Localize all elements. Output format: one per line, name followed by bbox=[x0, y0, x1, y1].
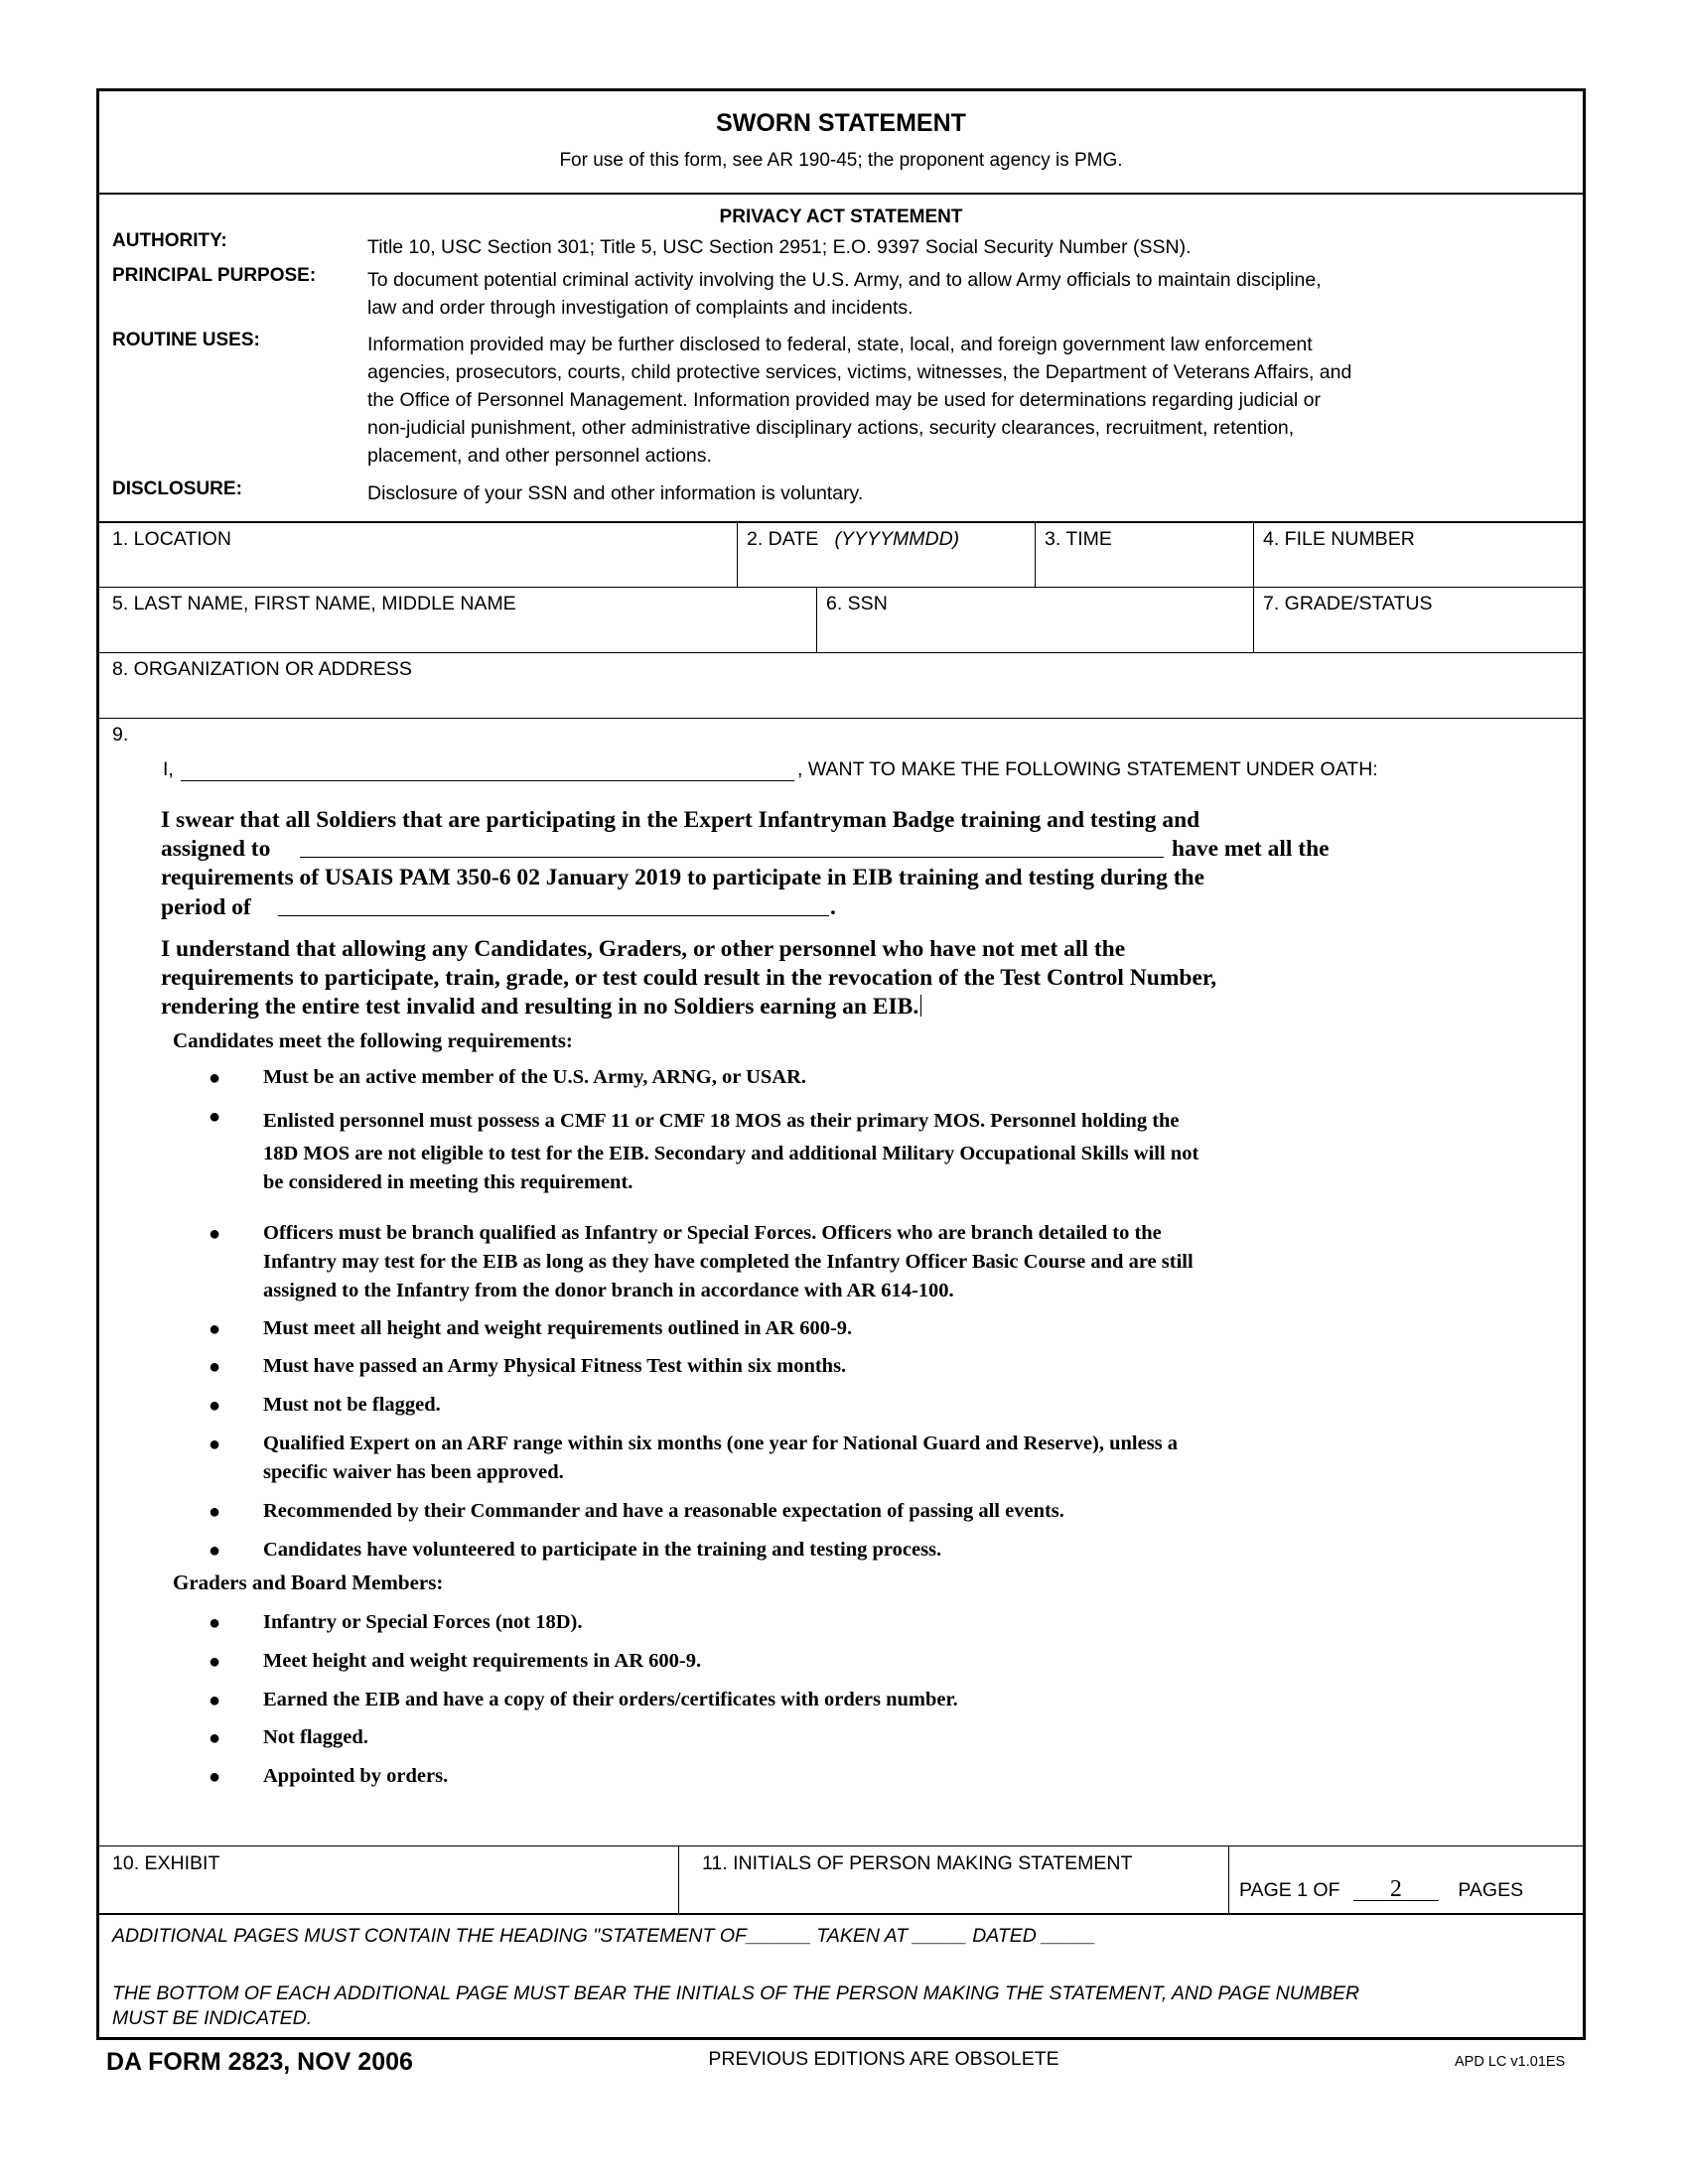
candidate-requirement bbox=[263, 1352, 846, 1381]
text-line: be considered in meeting this requirement. bbox=[263, 1171, 633, 1193]
bottom-pages-note bbox=[112, 1981, 1359, 2031]
exhibit-field[interactable]: 10. EXHIBIT bbox=[112, 1852, 220, 1874]
divider bbox=[737, 521, 738, 587]
candidate-requirement bbox=[263, 1391, 441, 1420]
text-line: specific waiver has been approved. bbox=[263, 1461, 564, 1483]
candidate-requirement bbox=[263, 1219, 1194, 1305]
page-total[interactable]: 2 bbox=[1353, 1878, 1439, 1901]
item-9-label: 9. bbox=[112, 724, 129, 746]
additional-pages-note: ADDITIONAL PAGES MUST CONTAIN THE HEADING "STATEMENT OF______ TAKEN AT _____ DATED _____ bbox=[112, 1925, 1096, 1947]
divider bbox=[99, 193, 1583, 195]
text-line: Must have passed an Army Physical Fitness Test within six months. bbox=[263, 1355, 847, 1377]
initials-field[interactable]: 11. INITIALS OF PERSON MAKING STATEMENT bbox=[702, 1852, 1133, 1874]
text-line: THE BOTTOM OF EACH ADDITIONAL PAGE MUST BEAR THE INITIALS OF THE PERSON MAKING THE STATEMENT, AND PAGE NUMBER bbox=[112, 1982, 1360, 2004]
bullet-icon: ● bbox=[209, 1223, 221, 1245]
divider bbox=[99, 1913, 1583, 1915]
statement-line: period of bbox=[161, 894, 251, 920]
bullet-icon: ● bbox=[209, 1356, 221, 1378]
privacy-act-title: PRIVACY ACT STATEMENT bbox=[719, 206, 963, 227]
principal-purpose-label: PRINCIPAL PURPOSE: bbox=[112, 265, 317, 286]
page-count bbox=[1239, 1878, 1523, 1902]
divider bbox=[1253, 521, 1254, 587]
oath-prefix: I, bbox=[163, 758, 174, 780]
period-blank[interactable] bbox=[278, 915, 829, 916]
grader-requirement: Not flagged. bbox=[263, 1726, 368, 1748]
divider bbox=[1253, 587, 1254, 652]
divider bbox=[99, 521, 1583, 523]
oath-suffix: , WANT TO MAKE THE FOLLOWING STATEMENT UNDER OATH: bbox=[797, 758, 1378, 780]
text-line: MUST BE INDICATED. bbox=[112, 2007, 313, 2029]
text-line: 18D MOS are not eligible to test for the EIB. Secondary and additional Military Occupational Skills will not bbox=[263, 1143, 1199, 1164]
grade-status-field[interactable]: 7. GRADE/STATUS bbox=[1263, 593, 1433, 614]
text-line: Officers must be branch qualified as Infantry or Special Forces. Officers who are branch detailed to the bbox=[263, 1222, 1162, 1244]
statement-line bbox=[161, 993, 921, 1023]
sworn-statement-form bbox=[96, 88, 1586, 2040]
statement-line: requirements of USAIS PAM 350-6 02 January 2019 to participate in EIB training and testing during the bbox=[161, 865, 1205, 890]
file-number-field[interactable]: 4. FILE NUMBER bbox=[1263, 528, 1415, 550]
divider bbox=[816, 587, 817, 652]
bullet-icon: ● bbox=[209, 1540, 221, 1562]
statement-line: I swear that all Soldiers that are participating in the Expert Infantryman Badge training and testing and bbox=[161, 807, 1200, 833]
organization-field[interactable]: 8. ORGANIZATION OR ADDRESS bbox=[112, 658, 412, 680]
candidate-requirement bbox=[263, 1063, 806, 1092]
grader-requirement: Earned the EIB and have a copy of their orders/certificates with orders number. bbox=[263, 1689, 958, 1710]
text-line: assigned to the Infantry from the donor branch in accordance with AR 614-100. bbox=[263, 1280, 954, 1301]
authority-text: Title 10, USC Section 301; Title 5, USC Section 2951; E.O. 9397 Social Security Number (SSN). bbox=[367, 236, 1192, 258]
principal-purpose-text bbox=[367, 266, 1559, 322]
divider bbox=[1228, 1845, 1229, 1913]
form-version: APD LC v1.01ES bbox=[1455, 2054, 1566, 2070]
statement-line: have met all the bbox=[1172, 836, 1330, 862]
page-suffix: PAGES bbox=[1458, 1879, 1524, 1901]
text-line: Recommended by their Commander and have a reasonable expectation of passing all events. bbox=[263, 1500, 1064, 1522]
grader-requirement: Infantry or Special Forces (not 18D). bbox=[263, 1611, 583, 1633]
bullet-icon: ● bbox=[209, 1766, 221, 1788]
bullet-icon: ● bbox=[209, 1395, 221, 1417]
statement-line: assigned to bbox=[161, 836, 271, 862]
routine-uses-text bbox=[367, 331, 1559, 470]
candidate-requirement bbox=[263, 1536, 941, 1565]
grader-requirement: Appointed by orders. bbox=[263, 1765, 449, 1787]
text-line: the Office of Personnel Management. Information provided may be used for determinations regarding judicial or bbox=[367, 389, 1322, 411]
divider bbox=[678, 1845, 679, 1913]
bullet-icon: ● bbox=[209, 1612, 221, 1634]
text-line: Must not be flagged. bbox=[263, 1394, 441, 1416]
text-line: Must be an active member of the U.S. Army, ARNG, or USAR. bbox=[263, 1066, 807, 1088]
text-line: Infantry may test for the EIB as long as they have completed the Infantry Officer Basic Course and are still bbox=[263, 1251, 1194, 1273]
disclosure-text: Disclosure of your SSN and other information is voluntary. bbox=[367, 482, 864, 504]
bullet-icon: ● bbox=[209, 1501, 221, 1523]
bullet-icon: ● bbox=[209, 1690, 221, 1711]
text-line: Qualified Expert on an ARF range within six months (one year for National Guard and Reserve), unless a bbox=[263, 1433, 1179, 1454]
assigned-unit-blank[interactable] bbox=[300, 857, 1164, 858]
text-line: non-judicial punishment, other administrative disciplinary actions, security clearances, recruitment, retention, bbox=[367, 417, 1295, 439]
divider bbox=[99, 587, 1583, 588]
statement-line: requirements to participate, train, grade, or test could result in the revocation of the Test Control Number, bbox=[161, 965, 1217, 991]
statement-line: I understand that allowing any Candidates, Graders, or other personnel who have not met all the bbox=[161, 936, 1126, 962]
candidate-requirement bbox=[263, 1497, 1064, 1526]
previous-editions-note: PREVIOUS EDITIONS ARE OBSOLETE bbox=[708, 2048, 1059, 2070]
time-field[interactable]: 3. TIME bbox=[1045, 528, 1112, 550]
text-line: placement, and other personnel actions. bbox=[367, 445, 712, 467]
date-label: 2. DATE bbox=[747, 528, 819, 550]
text-line: Information provided may be further disclosed to federal, state, local, and foreign government law enforcement bbox=[367, 334, 1313, 355]
candidate-requirement bbox=[263, 1430, 1178, 1487]
date-format-hint: (YYYYMMDD) bbox=[834, 528, 960, 550]
graders-heading: Graders and Board Members: bbox=[173, 1570, 444, 1594]
page-prefix: PAGE 1 OF bbox=[1239, 1879, 1340, 1901]
divider bbox=[99, 652, 1583, 653]
bullet-icon: ● bbox=[209, 1106, 221, 1128]
candidate-requirement bbox=[263, 1102, 1198, 1197]
statement-line-text: rendering the entire test invalid and resulting in no Soldiers earning an EIB. bbox=[161, 994, 919, 1020]
divider bbox=[99, 1845, 1583, 1846]
text-line: To document potential criminal activity involving the U.S. Army, and to allow Army officials to maintain discipline, bbox=[367, 269, 1322, 291]
text-line: Enlisted personnel must possess a CMF 11 or CMF 18 MOS as their primary MOS. Personnel holding the bbox=[263, 1110, 1180, 1132]
text-line: agencies, prosecutors, courts, child protective services, victims, witnesses, the Department of Veterans Affairs, and bbox=[367, 361, 1352, 383]
statement-name-blank[interactable] bbox=[181, 780, 794, 781]
form-number: DA FORM 2823, NOV 2006 bbox=[106, 2048, 413, 2076]
text-line: Candidates have volunteered to participate in the training and testing process. bbox=[263, 1539, 942, 1561]
authority-label: AUTHORITY: bbox=[112, 230, 227, 251]
name-field[interactable]: 5. LAST NAME, FIRST NAME, MIDDLE NAME bbox=[112, 593, 516, 614]
text-cursor bbox=[920, 995, 921, 1017]
bullet-icon: ● bbox=[209, 1318, 221, 1340]
form-subtitle: For use of this form, see AR 190-45; the proponent agency is PMG. bbox=[559, 150, 1123, 171]
disclosure-label: DISCLOSURE: bbox=[112, 478, 242, 499]
divider bbox=[1035, 521, 1036, 587]
routine-uses-label: ROUTINE USES: bbox=[112, 330, 260, 350]
bullet-icon: ● bbox=[209, 1727, 221, 1749]
candidates-heading: Candidates meet the following requirements: bbox=[173, 1028, 573, 1052]
location-field[interactable]: 1. LOCATION bbox=[112, 528, 231, 550]
ssn-field[interactable]: 6. SSN bbox=[826, 593, 888, 614]
date-field[interactable] bbox=[747, 528, 959, 551]
text-line: Must meet all height and weight requirements outlined in AR 600-9. bbox=[263, 1317, 853, 1339]
bullet-icon: ● bbox=[209, 1433, 221, 1455]
divider bbox=[99, 718, 1583, 719]
form-title: SWORN STATEMENT bbox=[716, 109, 966, 137]
bullet-icon: ● bbox=[209, 1651, 221, 1673]
candidate-requirement bbox=[263, 1314, 852, 1343]
statement-line: . bbox=[830, 894, 836, 920]
text-line: law and order through investigation of complaints and incidents. bbox=[367, 297, 914, 319]
grader-requirement: Meet height and weight requirements in AR 600-9. bbox=[263, 1650, 702, 1672]
bullet-icon: ● bbox=[209, 1067, 221, 1089]
